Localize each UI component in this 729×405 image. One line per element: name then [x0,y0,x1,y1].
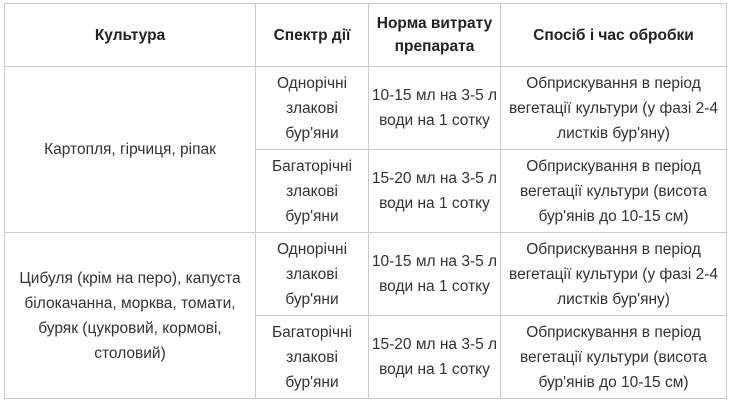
table-body [5,67,727,399]
spectrum-cell: Однорічні злакові бур'яни [256,233,369,316]
method-cell: Обприскування в період вегетації культури (у фазі 2-4 листків бур'яну) [501,233,727,316]
rate-cell: 10-15 мл на 3-5 л води на 1 сотку [369,233,501,316]
rate-cell: 10-15 мл на 3-5 л води на 1 сотку [369,67,501,150]
crop-cell: Цибуля (крім на перо), капуста білокачанна, морква, томати, буряк (цукровий, кормові, столовий) [5,233,256,399]
method-cell: Обприскування в період вегетації культури (висота бур'янів до 10-15 см) [501,150,727,233]
spectrum-cell: Багаторічні злакові бур'яни [256,150,369,233]
rate-cell: 15-20 мл на 3-5 л води на 1 сотку [369,150,501,233]
method-cell: Обприскування в період вегетації культури (у фазі 2-4 листків бур'яну) [501,67,727,150]
crop-cell: Картопля, гірчиця, ріпак [5,67,256,233]
header-method: Спосіб і час обробки [501,4,727,67]
header-spectrum: Спектр дії [256,4,369,67]
table-row [5,233,727,316]
spectrum-cell: Багаторічні злакові бур'яни [256,316,369,399]
rate-cell: 15-20 мл на 3-5 л води на 1 сотку [369,316,501,399]
herbicide-usage-table [4,3,727,399]
table-row [5,67,727,150]
method-cell: Обприскування в період вегетації культури (висота бур'янів до 10-15 см) [501,316,727,399]
header-crop: Культура [5,4,256,67]
table-header [5,4,727,67]
spectrum-cell: Однорічні злакові бур'яни [256,67,369,150]
header-rate: Норма витрату препарата [369,4,501,67]
header-row [5,4,727,67]
